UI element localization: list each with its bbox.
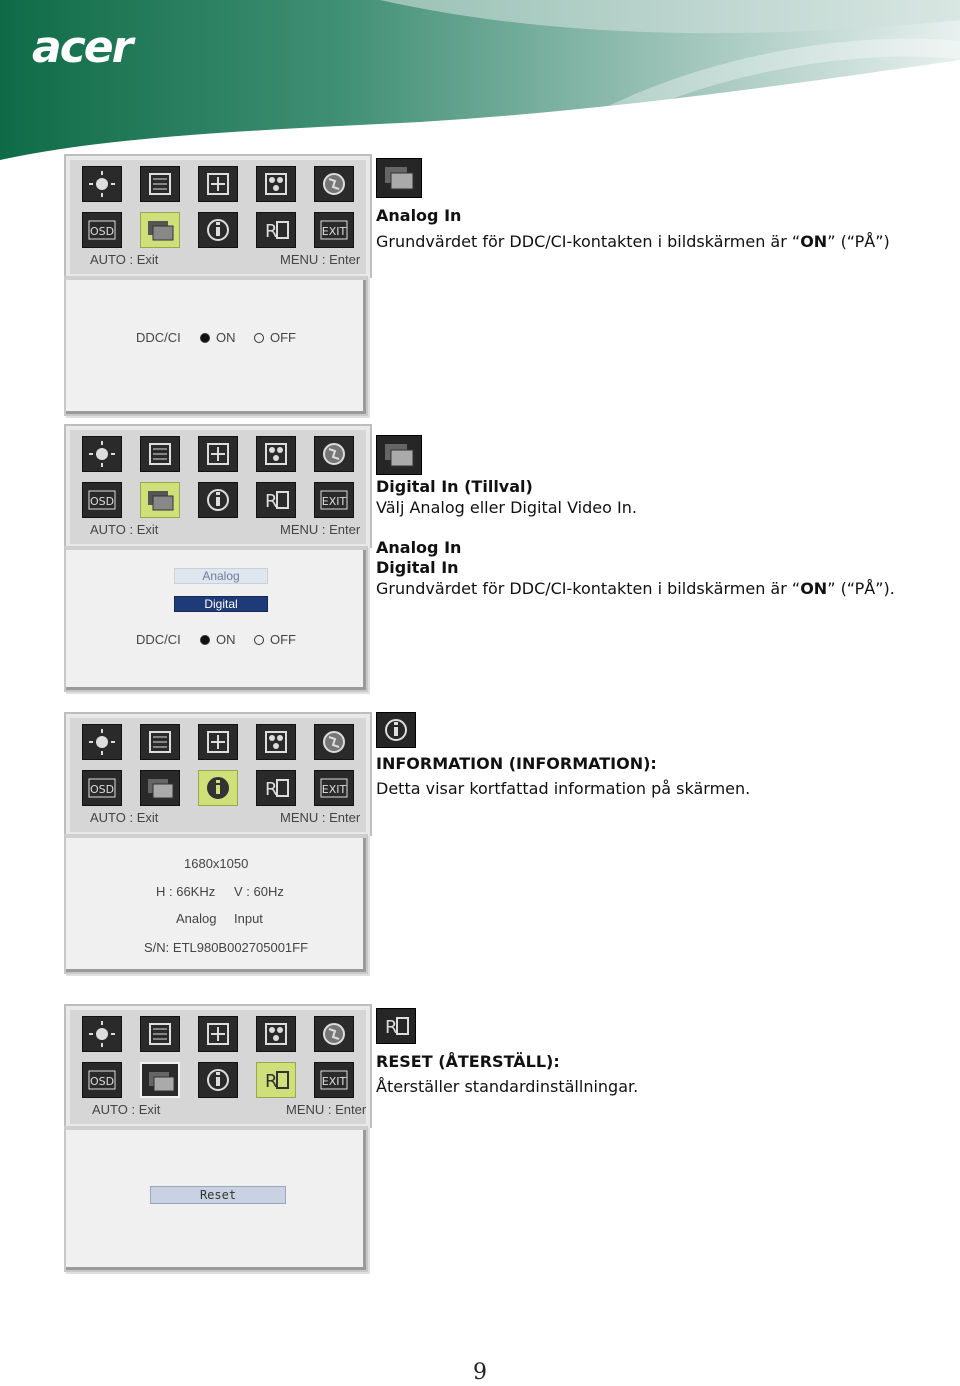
acer-logo: acer [32, 22, 132, 73]
svg-text:OSD: OSD [89, 225, 115, 238]
svg-text:EXIT: EXIT [321, 1075, 347, 1088]
osd-content [64, 1126, 368, 1272]
menu-enter-hint: MENU : Enter [286, 1102, 367, 1117]
exit-icon [314, 482, 354, 518]
section-title: Analog In [376, 206, 462, 225]
serial-number-text: S/N: ETL980B002705001FF [144, 940, 309, 955]
input-icon [140, 482, 180, 518]
language-icon [314, 166, 354, 202]
position-icon [198, 724, 238, 760]
section-title: RESET (ÅTERSTÄLL): [376, 1052, 560, 1071]
osd-icon [82, 482, 122, 518]
info-icon [198, 482, 238, 518]
reset-icon [256, 212, 296, 248]
section-text: Återställer standardinställningar. [376, 1077, 639, 1096]
auto-exit-hint: AUTO : Exit [92, 1102, 161, 1117]
digital-in-title: Digital In [376, 558, 459, 577]
info-icon [198, 1062, 238, 1098]
section-digital-in [376, 435, 895, 599]
svg-text:EXIT: EXIT [321, 783, 347, 796]
position-icon [198, 1016, 238, 1052]
ddcci-on-radio[interactable]: ON [200, 632, 236, 647]
banner-graphic [0, 0, 960, 160]
osd-content [64, 546, 368, 692]
input-icon [140, 1062, 180, 1098]
language-icon [314, 724, 354, 760]
exit-icon [314, 1062, 354, 1098]
resolution-text: 1680x1050 [184, 856, 249, 871]
menu-enter-hint: MENU : Enter [280, 522, 361, 537]
input-label-text: Input [234, 911, 263, 926]
section-information [376, 712, 750, 799]
image-icon [140, 166, 180, 202]
analog-option[interactable]: Analog [174, 568, 268, 584]
osd-icon [82, 770, 122, 806]
ddcci-off-radio[interactable]: OFF [254, 632, 296, 647]
analog-in-title: Analog In [376, 538, 462, 557]
section-title: INFORMATION (INFORMATION): [376, 754, 657, 773]
image-icon [140, 724, 180, 760]
reset-icon [256, 770, 296, 806]
reset-icon [376, 1008, 416, 1044]
menu-enter-hint: MENU : Enter [280, 810, 361, 825]
osd-menu-bar [64, 1004, 372, 1128]
osd-menu-bar [64, 424, 372, 548]
section-title: Digital In (Tillval) [376, 477, 533, 496]
image-icon [140, 436, 180, 472]
color-icon [256, 724, 296, 760]
svg-text:R: R [265, 1071, 278, 1092]
brightness-icon [82, 1016, 122, 1052]
header-banner [0, 0, 960, 160]
info-icon [376, 712, 416, 748]
svg-text:OSD: OSD [89, 783, 115, 796]
input-type-text: Analog [176, 911, 217, 926]
input-icon [376, 435, 422, 475]
info-icon [198, 212, 238, 248]
input-icon [376, 158, 422, 198]
svg-text:R: R [265, 221, 278, 242]
section-text: Detta visar kortfattad information på skärmen. [376, 779, 751, 798]
digital-option[interactable]: Digital [174, 596, 268, 612]
image-icon [140, 1016, 180, 1052]
exit-icon [314, 212, 354, 248]
ddcci-label: DDC/CI [136, 330, 181, 345]
svg-text:EXIT: EXIT [321, 495, 347, 508]
svg-text:R: R [265, 491, 278, 512]
language-icon [314, 436, 354, 472]
osd-panel-ddcci [64, 154, 372, 422]
v-freq-text: V : 60Hz [234, 884, 284, 899]
info-icon [198, 770, 238, 806]
page-number: 9 [473, 1360, 487, 1385]
language-icon [314, 1016, 354, 1052]
reset-button[interactable]: Reset [150, 1186, 286, 1204]
osd-icon [82, 1062, 122, 1098]
auto-exit-hint: AUTO : Exit [90, 252, 159, 267]
osd-panel-reset [64, 1004, 372, 1274]
input-icon [140, 212, 180, 248]
color-icon [256, 166, 296, 202]
svg-text:EXIT: EXIT [321, 225, 347, 238]
brightness-icon [82, 436, 122, 472]
osd-panel-digital-in [64, 424, 372, 690]
osd-panel-information [64, 712, 372, 980]
brightness-icon [82, 724, 122, 760]
osd-content [64, 276, 368, 416]
menu-enter-hint: MENU : Enter [280, 252, 361, 267]
section-reset [376, 1008, 638, 1097]
svg-text:R: R [265, 779, 278, 800]
ddcci-label: DDC/CI [136, 632, 181, 647]
h-freq-text: H : 66KHz [156, 884, 216, 899]
section-analog-in [376, 158, 890, 252]
osd-icon [82, 212, 122, 248]
color-icon [256, 436, 296, 472]
position-icon [198, 436, 238, 472]
reset-icon [256, 1062, 296, 1098]
osd-menu-bar [64, 154, 372, 278]
section-subtitle: Välj Analog eller Digital Video In. [376, 498, 637, 517]
ddcci-on-radio[interactable]: ON [200, 330, 236, 345]
section-text: Grundvärdet för DDC/CI-kontakten i bildskärmen är “ON” (“PÅ”). [376, 579, 895, 598]
position-icon [198, 166, 238, 202]
exit-icon [314, 770, 354, 806]
osd-content [64, 834, 368, 974]
auto-exit-hint: AUTO : Exit [90, 810, 159, 825]
svg-text:OSD: OSD [89, 495, 115, 508]
reset-icon [256, 482, 296, 518]
color-icon [256, 1016, 296, 1052]
input-icon [140, 770, 180, 806]
section-text: Grundvärdet för DDC/CI-kontakten i bildskärmen är “ON” (“PÅ”) [376, 232, 890, 251]
svg-text:OSD: OSD [89, 1075, 115, 1088]
svg-text:R: R [385, 1017, 398, 1038]
brightness-icon [82, 166, 122, 202]
osd-menu-bar [64, 712, 372, 836]
ddcci-off-radio[interactable]: OFF [254, 330, 296, 345]
auto-exit-hint: AUTO : Exit [90, 522, 159, 537]
